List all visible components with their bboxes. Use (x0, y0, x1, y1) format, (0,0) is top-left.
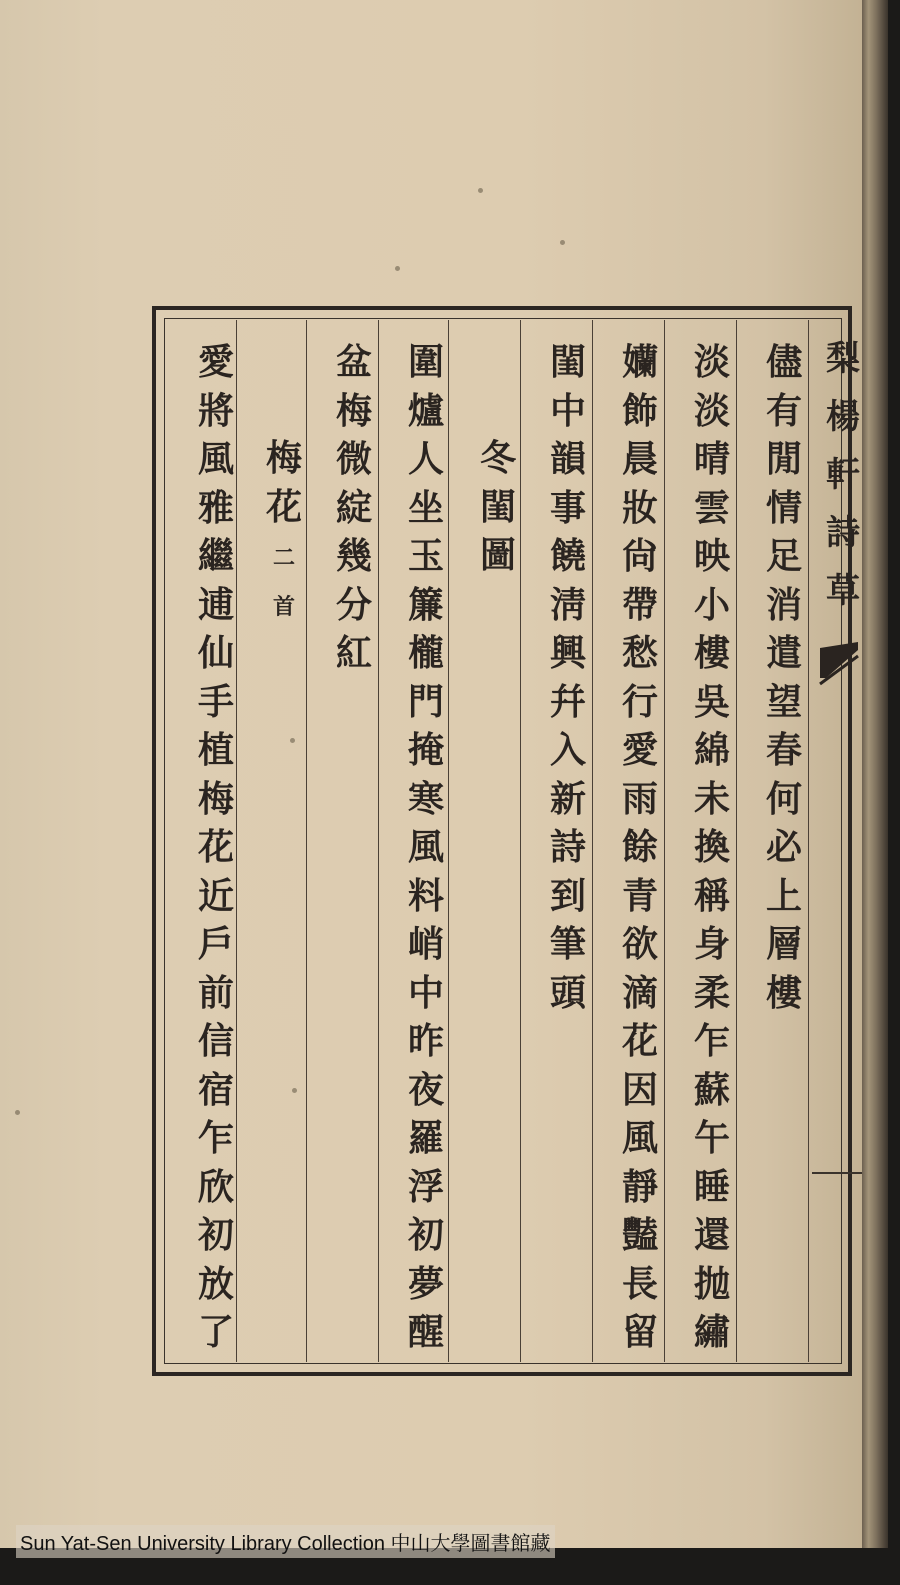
column-char: 足 (765, 535, 802, 577)
column-char: 玉 (407, 535, 444, 577)
column-char: 豔 (621, 1214, 658, 1256)
column-char: 餘 (621, 826, 658, 868)
column-char: 微 (335, 438, 372, 480)
paper-spot (478, 188, 483, 193)
column-char: 昨 (407, 1020, 444, 1062)
column-char: 料 (407, 874, 444, 917)
column-char: 晨 (621, 438, 658, 480)
column-char: 風 (621, 1117, 658, 1159)
paper-spot (395, 266, 400, 271)
column-rule (808, 320, 809, 1362)
column-char: 綿 (693, 729, 730, 771)
column-char: 韻 (549, 438, 586, 480)
text-column (688, 338, 736, 1357)
column-char: 留 (621, 1311, 658, 1353)
column-char: 綻 (335, 486, 372, 529)
column-char: 入 (549, 729, 586, 771)
column-char: 花 (621, 1020, 658, 1062)
column-char: 青 (621, 874, 658, 917)
column-char: 飾 (621, 389, 658, 432)
column-char: 乍 (197, 1117, 234, 1159)
column-char: 淡 (693, 341, 730, 383)
column-char: 春 (765, 729, 802, 771)
column-char: 晴 (693, 438, 730, 480)
column-char: 閨 (479, 485, 516, 528)
text-column (544, 338, 592, 1017)
poem-title-column (260, 434, 308, 531)
column-char: 圖 (479, 534, 516, 576)
title-char: 楊 (826, 397, 860, 437)
column-char: 柔 (693, 971, 730, 1014)
column-char: 中 (407, 971, 444, 1014)
column-char: 小 (693, 583, 730, 626)
column-char: 未 (693, 777, 730, 820)
column-char: 遣 (765, 632, 802, 674)
column-rule (736, 320, 737, 1362)
column-char: 掩 (407, 729, 444, 771)
title-char: 軒 (826, 455, 860, 495)
column-char: 爐 (407, 389, 444, 432)
poem-count-note (260, 534, 308, 631)
text-column (330, 338, 378, 678)
library-collection-caption: Sun Yat-Sen University Library Collection 中山大學圖書館藏 (16, 1525, 555, 1558)
column-char: 宿 (197, 1068, 234, 1111)
column-char: 醒 (407, 1311, 444, 1353)
column-char: 詩 (549, 826, 586, 868)
column-char: 中 (549, 389, 586, 432)
column-char: 前 (197, 971, 234, 1014)
column-char: 人 (407, 438, 444, 480)
column-char: 櫳 (407, 632, 444, 674)
column-char: 滴 (621, 971, 658, 1014)
page-edge (862, 0, 888, 1548)
column-char: 夢 (407, 1262, 444, 1305)
column-char: 興 (549, 632, 586, 674)
column-char: 愛 (621, 729, 658, 771)
column-char: 峭 (407, 923, 444, 965)
column-rule (378, 320, 379, 1362)
paper-spot (560, 240, 565, 245)
column-char: 事 (549, 486, 586, 529)
column-char: 首 (272, 593, 295, 620)
column-char: 盆 (335, 341, 372, 383)
column-char: 閨 (549, 341, 586, 383)
column-char: 花 (265, 485, 302, 528)
column-char: 稱 (693, 874, 730, 917)
column-char: 浮 (407, 1165, 444, 1208)
column-char: 雅 (197, 486, 234, 529)
column-char: 分 (335, 583, 372, 626)
column-char: 圍 (407, 341, 444, 383)
column-char: 睡 (693, 1165, 730, 1208)
paper-spot (15, 1110, 20, 1115)
column-char: 花 (197, 826, 234, 868)
column-char: 寒 (407, 777, 444, 820)
column-char: 簾 (407, 583, 444, 626)
title-char: 草 (826, 571, 860, 611)
column-rule (592, 320, 593, 1362)
column-char: 梅 (197, 777, 234, 820)
column-char: 幷 (549, 680, 586, 723)
column-char: 孏 (621, 341, 658, 383)
column-char: 繡 (693, 1311, 730, 1353)
footer-bar (0, 1521, 900, 1561)
column-char: 放 (197, 1262, 234, 1305)
text-column (192, 338, 240, 1357)
column-char: 行 (621, 680, 658, 723)
column-char: 何 (765, 777, 802, 820)
column-char: 雲 (693, 486, 730, 529)
column-char: 羅 (407, 1117, 444, 1159)
column-char: 坐 (407, 486, 444, 529)
column-char: 冬 (479, 437, 516, 479)
column-rule (664, 320, 665, 1362)
column-char: 靜 (621, 1165, 658, 1208)
column-char: 吳 (693, 680, 730, 723)
column-char: 身 (693, 923, 730, 965)
column-char: 夜 (407, 1068, 444, 1111)
column-char: 蘇 (693, 1068, 730, 1111)
column-char: 梅 (335, 389, 372, 432)
column-char: 淸 (549, 583, 586, 626)
column-char: 帶 (621, 583, 658, 626)
column-char: 有 (765, 389, 802, 432)
column-char: 繼 (197, 535, 234, 577)
column-char: 午 (693, 1117, 730, 1159)
title-char: 詩 (826, 513, 860, 553)
column-char: 上 (765, 874, 802, 917)
column-char: 換 (693, 826, 730, 868)
column-char: 樓 (765, 971, 802, 1014)
text-column (402, 338, 450, 1357)
column-char: 信 (197, 1020, 234, 1062)
column-char: 近 (197, 874, 234, 917)
column-char: 愛 (197, 341, 234, 383)
book-title (820, 330, 866, 620)
column-char: 門 (407, 680, 444, 723)
column-char: 初 (407, 1214, 444, 1256)
column-char: 梅 (265, 437, 302, 479)
column-char: 欣 (197, 1165, 234, 1208)
column-char: 欲 (621, 923, 658, 965)
column-char: 幾 (335, 535, 372, 577)
text-column (760, 338, 808, 1017)
column-char: 筆 (549, 923, 586, 965)
column-char: 愁 (621, 632, 658, 674)
column-char: 長 (621, 1262, 658, 1305)
column-char: 初 (197, 1214, 234, 1256)
fish-tail-mark (818, 640, 862, 690)
column-char: 妝 (621, 486, 658, 529)
column-char: 儘 (765, 341, 802, 383)
column-char: 風 (197, 438, 234, 480)
text-column (616, 338, 664, 1357)
title-char: 梨 (826, 339, 860, 379)
column-char: 風 (407, 826, 444, 868)
column-char: 饒 (549, 535, 586, 577)
column-char: 戶 (197, 923, 234, 965)
column-char: 閒 (765, 438, 802, 480)
column-char: 逋 (197, 583, 234, 626)
column-char: 將 (197, 389, 234, 432)
column-char: 了 (197, 1311, 234, 1353)
poem-title-column (474, 434, 522, 580)
column-char: 還 (693, 1214, 730, 1256)
column-char: 樓 (693, 632, 730, 674)
column-char: 抛 (693, 1262, 730, 1305)
column-char: 紅 (335, 632, 372, 674)
column-char: 仙 (197, 632, 234, 674)
column-char: 手 (197, 680, 234, 723)
column-char: 淡 (693, 389, 730, 432)
column-char: 情 (765, 486, 802, 529)
column-char: 尙 (621, 535, 658, 577)
column-char: 雨 (621, 777, 658, 820)
column-char: 到 (549, 874, 586, 917)
column-char: 植 (197, 729, 234, 771)
column-char: 必 (765, 826, 802, 868)
column-char: 二 (272, 545, 295, 571)
column-char: 乍 (693, 1020, 730, 1062)
column-char: 新 (549, 777, 586, 820)
column-char: 映 (693, 535, 730, 577)
folio-mark (812, 1172, 862, 1174)
column-char: 層 (765, 923, 802, 965)
column-char: 消 (765, 583, 802, 626)
column-char: 望 (765, 680, 802, 723)
column-char: 頭 (549, 971, 586, 1014)
column-char: 因 (621, 1068, 658, 1111)
